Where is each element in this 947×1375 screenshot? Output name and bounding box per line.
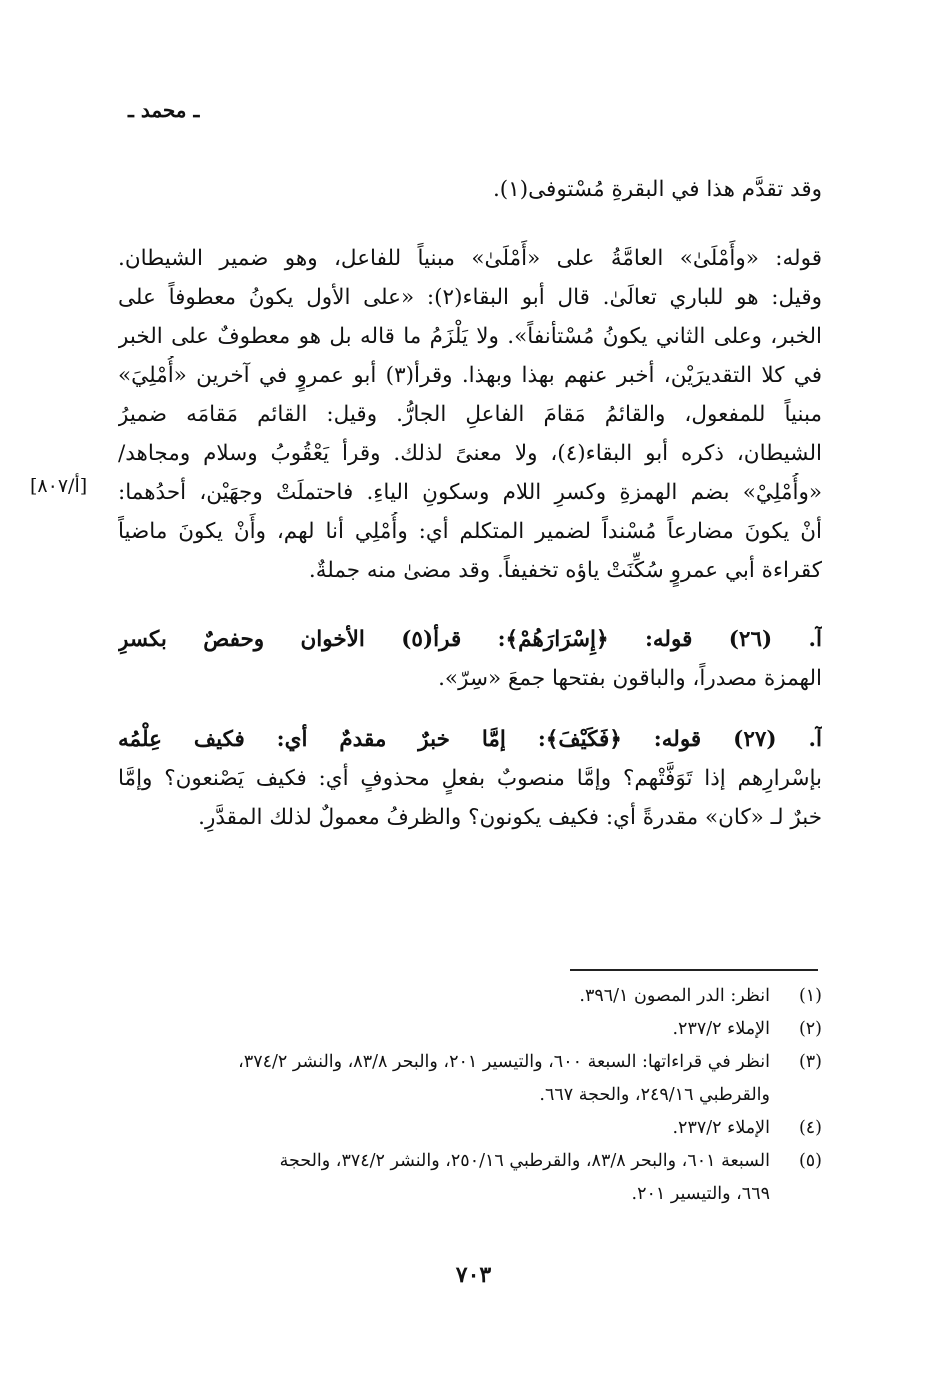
paragraph-gap <box>118 209 822 239</box>
footnote-text: الإملاء ٢٣٧/٢. <box>672 1118 770 1138</box>
footnote-separator <box>570 969 818 971</box>
manuscript-folio-note: [أ/٨٠٧] <box>30 475 88 497</box>
paragraph-verse-26 <box>118 620 822 698</box>
text-line: كقراءة أبي عمروٍ سُكِّنَتْ ياؤه تخفيفاً. وقد مضىٰ منه جملةٌ. <box>308 558 822 583</box>
text-line: الخبر، وعلى الثاني يكونُ مُسْتأنفاً». ولا يَلْزَمُ ما قاله بل هو معطوفٌ على الخبر <box>118 324 822 349</box>
footnote-text: انظر في قراءاتها: السبعة ٦٠٠، والتيسير ٢٠١، والبحر ٨٣/٨، والنشر ٣٧٤/٢، <box>238 1052 770 1072</box>
footnote <box>118 1145 822 1178</box>
text-line: بإسْرارِهم إذا تَوَفَّتْهم؟ وإمَّا منصوبٌ بفعلٍ محذوفٍ أي: فكيف يَصْنعون؟ وإمَّا <box>118 766 822 791</box>
footnote-number: (٤) <box>798 1118 822 1138</box>
footnote-number: (٢) <box>798 1019 822 1039</box>
text-line: قوله: «وأَمْلَىٰ» العامَّةُ على «أَمْلَىٰ» مبنياً للفاعل، وهو ضمير الشيطان. <box>118 246 822 271</box>
footnote-continuation: والقرطبي ٢٤٩/١٦، والحجة ٦٦٧. <box>539 1085 770 1105</box>
footnote <box>118 1046 822 1079</box>
footnote-number: (١) <box>798 986 822 1006</box>
text-line: أنْ يكونَ مضارعاً مُسْنداً لضمير المتكلم أي: وأُمْلِي أنا لهم، وأَنْ يكونَ ماضياً <box>118 519 822 544</box>
footnote-number: (٥) <box>798 1151 822 1171</box>
text-line: في كلا التقديرَيْن، أخبر عنهم بهذا وبهذا. وقرأ(٣) أبو عمروٍ في آخرين «أُمْلِيَ» <box>118 363 822 388</box>
footnote-number: (٣) <box>798 1052 822 1072</box>
footnote-continuation: ٦٦٩، والتيسير ٢٠١. <box>631 1184 770 1204</box>
paragraph-gap <box>118 698 822 720</box>
text-line: الهمزة مصدراً، والباقون بفتحها جمعَ «سِرّ». <box>438 666 822 691</box>
main-text <box>118 170 822 837</box>
text-line: خبرٌ لـ «كان» مقدرةً أي: فكيف يكونون؟ والظرفُ معمولٌ لذلك المقدَّرِ. <box>198 805 822 830</box>
text-line: مبنياً للمفعول، والقائمُ مَقامَ الفاعلِ الجارُّ. وقيل: القائم مَقامَه ضميرُ <box>118 402 822 427</box>
running-head: ـ محمد ـ <box>128 98 200 122</box>
paragraph-intro <box>118 170 822 209</box>
text-line: وقد تقدَّم هذا في البقرةِ مُسْتوفى(١). <box>492 177 822 202</box>
text-line: وقيل: هو للباري تعالَىٰ. قال أبو البقاء(٢): «على الأول يكونُ معطوفاً على <box>118 285 822 310</box>
text-line: آ. (٢٧) قوله: ﴿فَكَيْفَ﴾: إمَّا خبرٌ مقدمٌ أي: فكيف عِلْمُه <box>118 727 822 752</box>
footnote-text: الإملاء ٢٣٧/٢. <box>672 1019 770 1039</box>
paragraph-verse-27 <box>118 720 822 837</box>
text-line: آ. (٢٦) قوله: ﴿إِسْرَارَهُمْ﴾: قرأ(٥) الأخوان وحفصٌ بكسرِ <box>118 627 822 652</box>
footnotes <box>118 980 822 1211</box>
text-line: «وأُمْلِيْ» بضم الهمزةِ وكسرِ اللام وسكونِ الياءِ. فاحتملَتْ وجهَيْن، أحدُهما: <box>118 480 822 505</box>
page-number: ٧٠٣ <box>455 1262 492 1288</box>
footnote <box>118 1013 822 1046</box>
footnote-text: السبعة ٦٠١، والبحر ٨٣/٨، والقرطبي ٢٥٠/١٦، والنشر ٣٧٤/٢، والحجة <box>279 1151 770 1171</box>
text-line: الشيطان، ذكره أبو البقاء(٤)، ولا معنىً لذلك. وقرأ يَعْقُوبُ وسلام ومجاهد/ <box>118 441 822 466</box>
paragraph-gap <box>118 590 822 620</box>
footnote <box>118 1112 822 1145</box>
footnote-text: انظر: الدر المصون ٣٩٦/١. <box>579 986 770 1006</box>
footnote <box>118 980 822 1013</box>
paragraph-amla <box>118 239 822 590</box>
